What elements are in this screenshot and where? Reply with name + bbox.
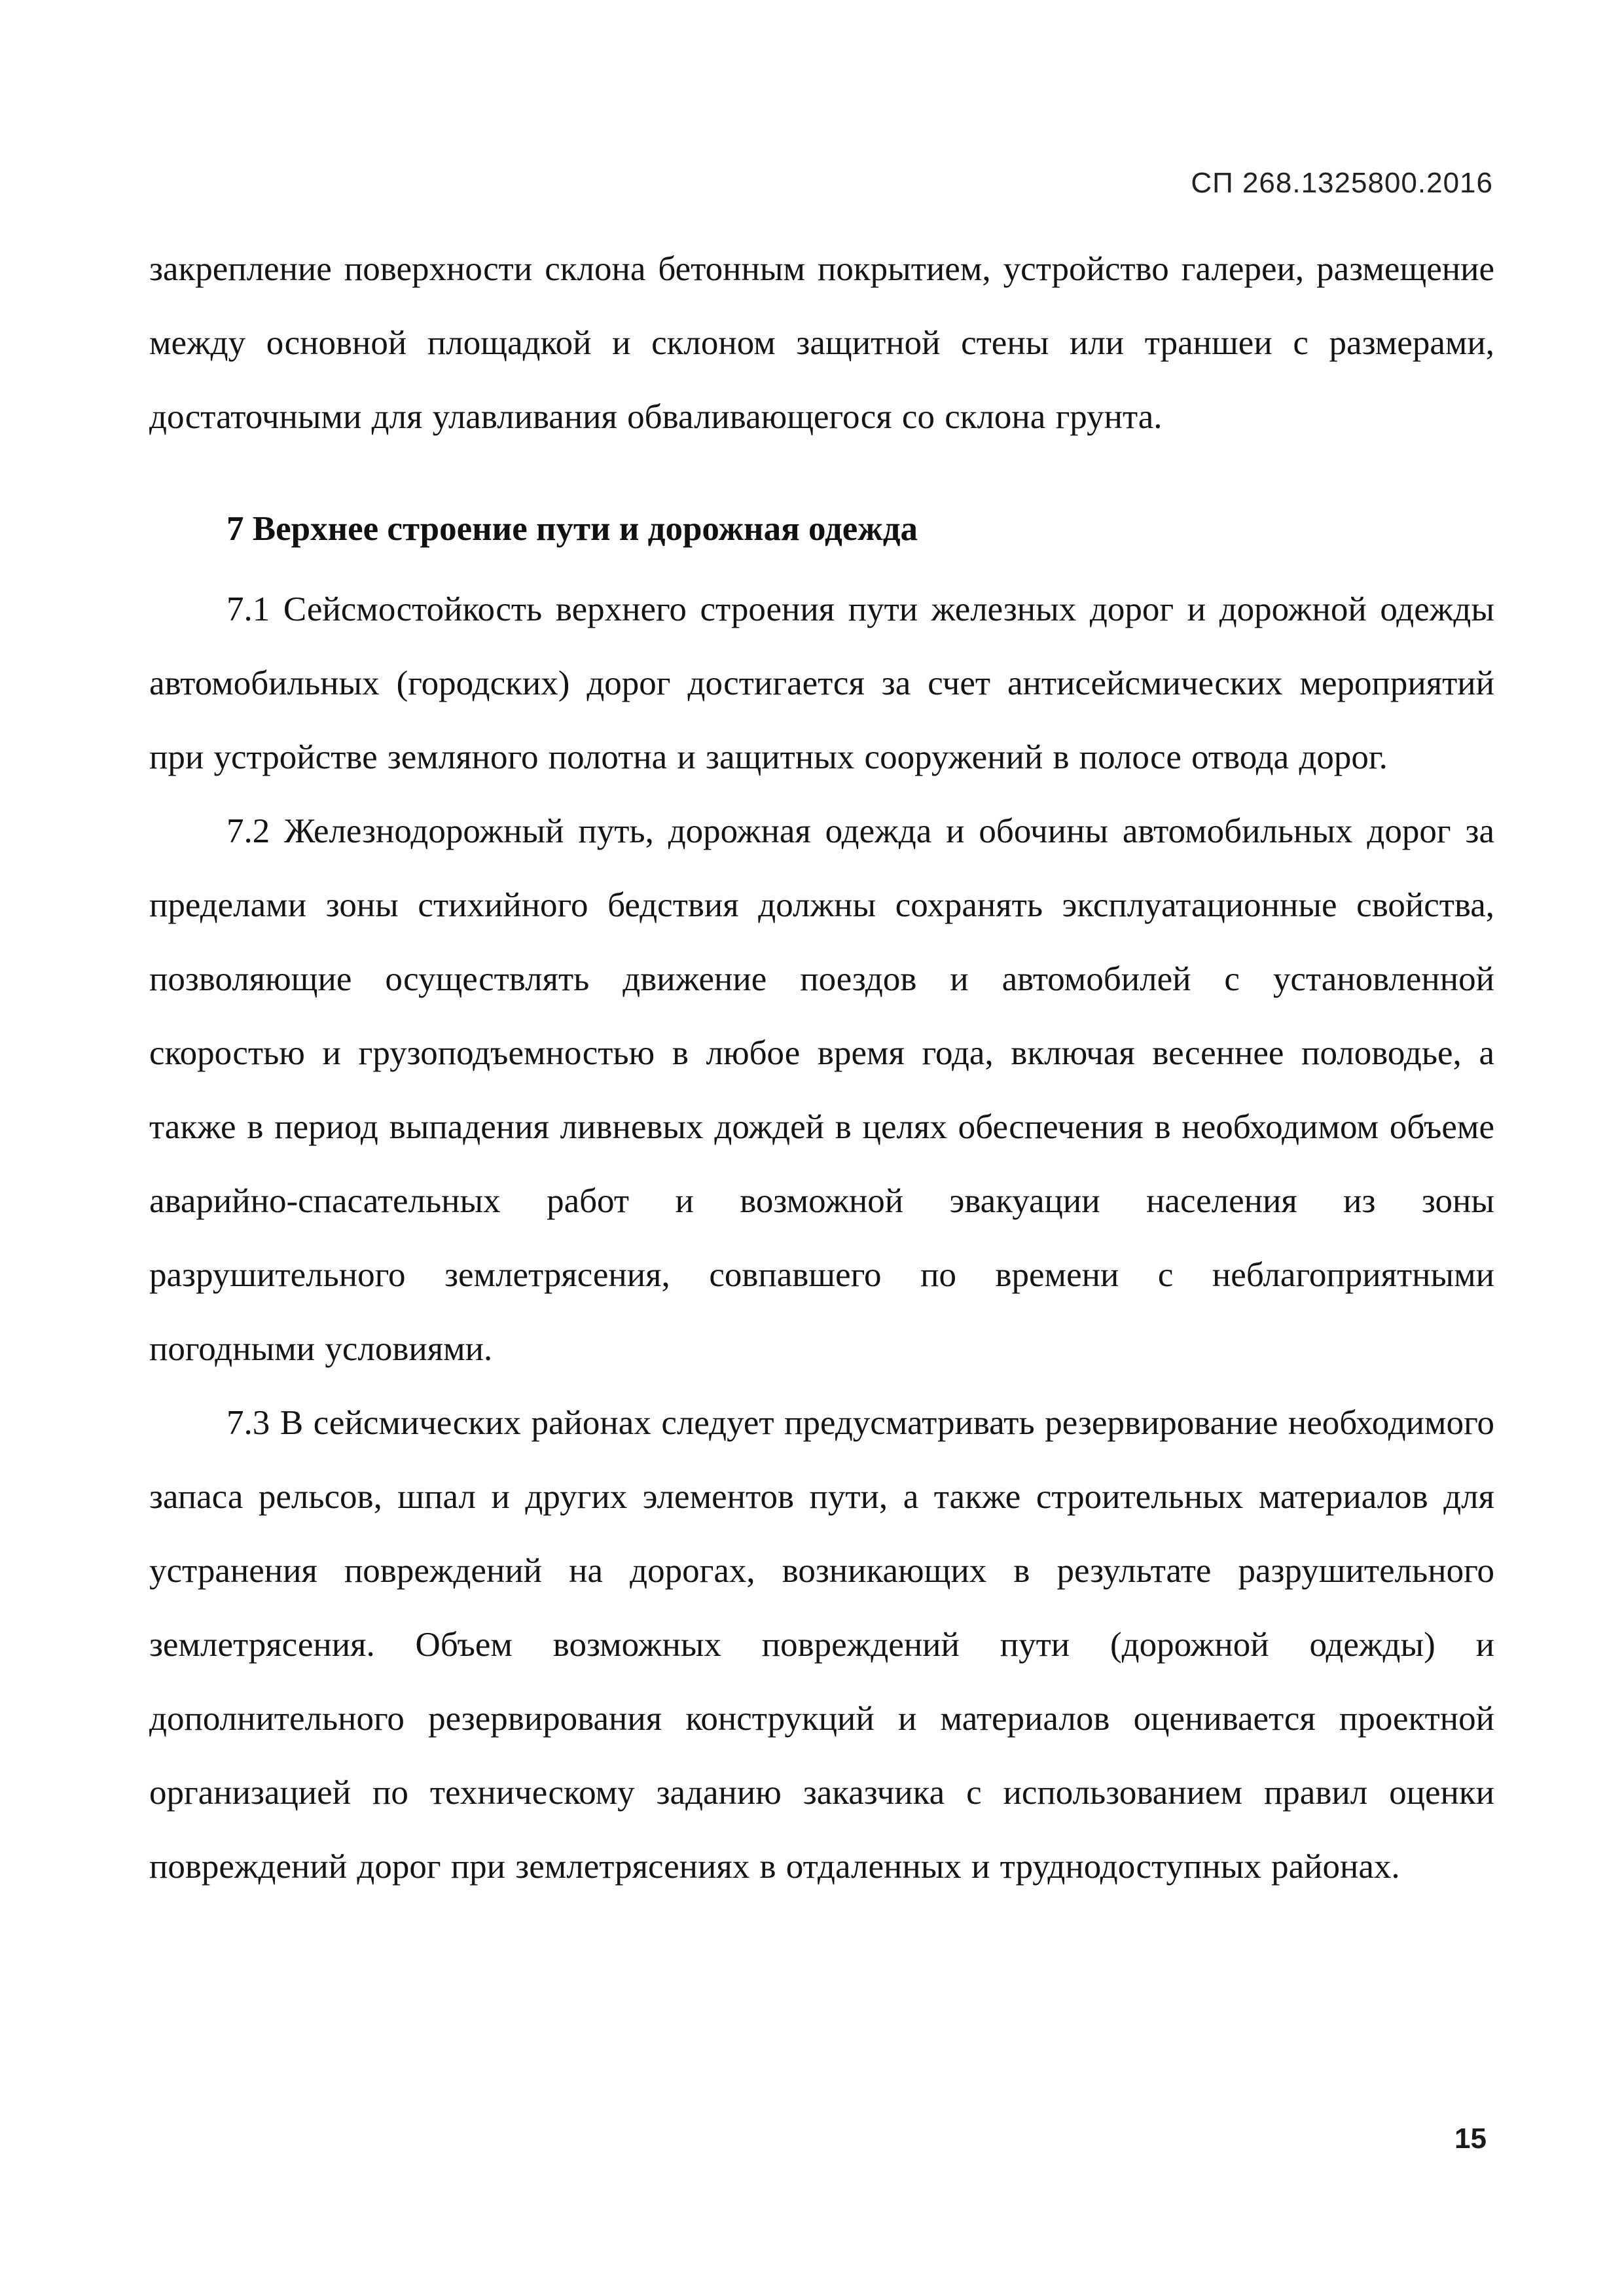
page-content xyxy=(149,232,1494,1904)
paragraph-7-3: 7.3 В сейсмических районах следует предусматривать резервирование необходимого запаса рельсов, шпал и других элементов пути, а также строительных материалов для устранения повреждений на дорогах, возникающих в результате разрушительного землетрясения. Объем возможных повреждений пути (дорожной одежды) и дополнительного резервирования конструкций и материалов оценивается проектной организацией по техническому заданию заказчика с использованием правил оценки повреждений дорог при землетрясениях в отдаленных и труднодоступных районах. xyxy=(149,1404,1494,1886)
page-number: 15 xyxy=(1454,2123,1487,2155)
paragraph-continuation: закрепление поверхности склона бетонным покрытием, устройство галереи, размещение между основной площадкой и склоном защитной стены или траншеи с размерами, достаточными для улавливания обваливающегося со склона грунта. xyxy=(149,250,1494,436)
paragraph-7-2: 7.2 Железнодорожный путь, дорожная одежда и обочины автомобильных дорог за пределами зоны стихийного бедствия должны сохранять эксплуатационные свойства, позволяющие осуществлять движение поездов и автомобилей с установленной скоростью и грузоподъемностью в любое время года, включая весеннее половодье, а также в период выпадения ливневых дождей в целях обеспечения в необходимом объеме аварийно-спасательных работ и возможной эвакуации населения из зоны разрушительного землетрясения, совпавшего по времени с неблагоприятными погодными условиями. xyxy=(149,812,1494,1368)
paragraph-7-1: 7.1 Сейсмостойкость верхнего строения пути железных дорог и дорожной одежды автомобильных (городских) дорог достигается за счет антисейсмических мероприятий при устройстве земляного полотна и защитных сооружений в полосе отвода дорог. xyxy=(149,590,1494,776)
document-code-header: СП 268.1325800.2016 xyxy=(1191,167,1493,199)
section-heading: 7 Верхнее строение пути и дорожная одежда xyxy=(226,510,918,548)
